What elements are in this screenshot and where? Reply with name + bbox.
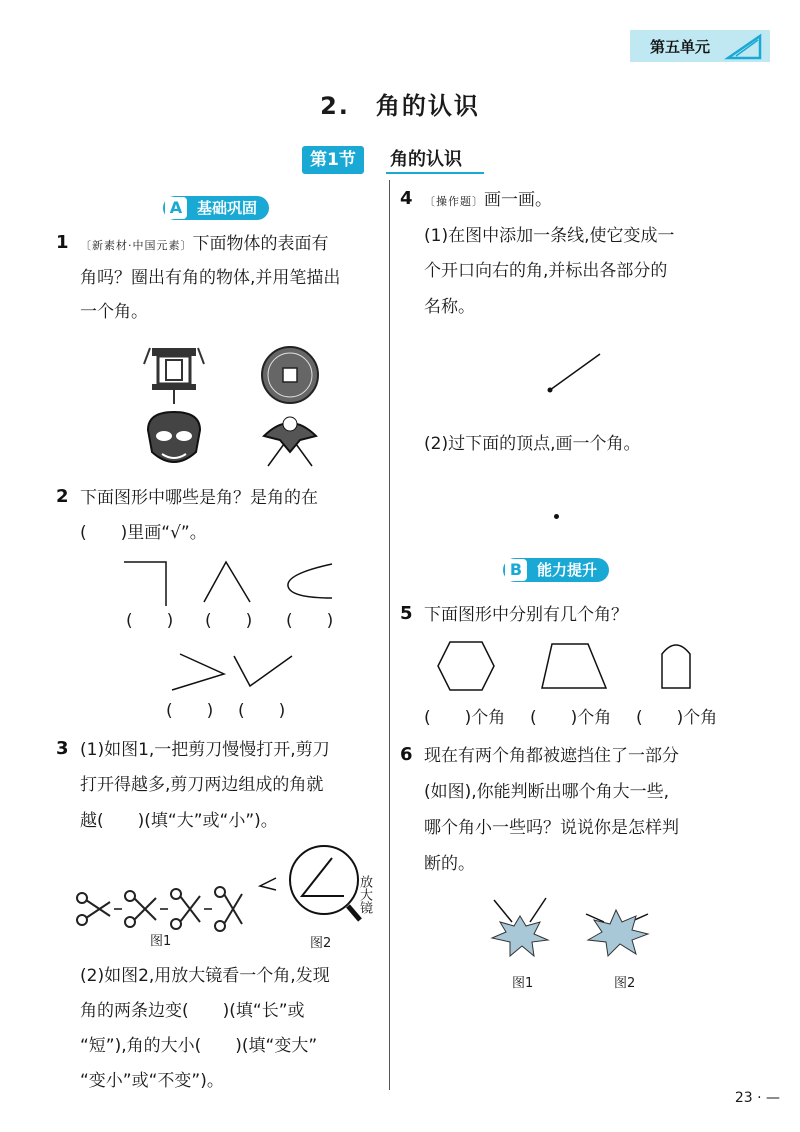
q3-line2: 打开得越多,剪刀两边组成的角就	[80, 775, 324, 795]
opera-mask-icon	[148, 412, 200, 462]
q1-tag: 〔新素材·中国元素〕	[80, 239, 193, 252]
q2-blank-2: ( )	[205, 611, 253, 631]
q5-answer-1: ( )个角	[424, 708, 506, 728]
q2-shape-4	[172, 654, 224, 690]
scissors-icon	[215, 887, 242, 931]
part-a-label: 基础巩固	[197, 199, 258, 217]
trapezoid-shape	[542, 644, 606, 688]
q6-line4: 断的。	[424, 854, 475, 874]
scissors-icon	[125, 891, 156, 927]
q6-figures	[480, 894, 660, 964]
q6-fig1-caption: 图1	[512, 976, 534, 991]
q2-shape-5	[234, 656, 292, 686]
palace-lantern-icon	[144, 348, 204, 404]
part-b-label: 能力提升	[537, 561, 598, 579]
q6-line1: 现在有两个角都被遮挡住了一部分	[424, 746, 679, 766]
part-a-pill	[163, 196, 269, 220]
magnifier-icon	[290, 846, 360, 920]
column-divider	[389, 180, 390, 1090]
ancient-coin-icon	[262, 347, 318, 403]
q2-blank-5: ( )	[238, 701, 286, 721]
kite-icon	[264, 417, 316, 466]
q4-line2: (1)在图中添加一条线,使它变成一	[424, 226, 675, 246]
q3-fig2-caption: 图2	[310, 936, 332, 951]
q3-line4: (2)如图2,用放大镜看一个角,发现	[80, 966, 330, 986]
q3-line1: (1)如图1,一把剪刀慢慢打开,剪刀	[80, 740, 330, 760]
q4-number: 4	[400, 188, 413, 209]
q3-figures	[70, 840, 390, 940]
q2-blank-3: ( )	[286, 611, 334, 631]
page-number: 23 · —	[734, 1090, 780, 1106]
q5-number: 5	[400, 603, 413, 624]
q3-line6: “短”),角的大小( )(填“变大”	[80, 1036, 318, 1056]
q1-line2: 角吗？圈出有角的物体,并用笔描出	[80, 268, 341, 288]
q2-blank-1: ( )	[126, 611, 174, 631]
page-title: 2. 角的认识	[320, 92, 480, 120]
q3-number: 3	[56, 738, 69, 759]
q2-shape-3	[288, 564, 332, 598]
magnifier-label: 放大镜	[357, 875, 372, 914]
ruler-icon	[724, 32, 764, 60]
covered-angle-1	[492, 898, 548, 956]
unit-tag	[630, 30, 770, 62]
q2-blank-4: ( )	[166, 701, 214, 721]
q4-line1: 〔操作题〕画一画。	[424, 190, 552, 210]
q2-shape-2	[204, 562, 250, 602]
q4-ray-figure	[540, 348, 610, 398]
q3-fig1-caption: 图1	[150, 934, 172, 949]
q1-number: 1	[56, 232, 69, 253]
q4-line4: 名称。	[424, 297, 475, 317]
section-name: 角的认识	[386, 146, 484, 174]
q4-line3: 个开口向右的角,并标出各部分的	[424, 261, 668, 281]
q2-line2: ( )里画“√”。	[80, 523, 207, 543]
q2-number: 2	[56, 486, 69, 507]
q3-line5: 角的两条边变( )(填“长”或	[80, 1001, 305, 1021]
q4-vertex-dot	[554, 514, 559, 519]
q2-line1: 下面图形中哪些是角？是角的在	[80, 488, 318, 508]
q6-number: 6	[400, 744, 413, 765]
q1-line1: 〔新素材·中国元素〕下面物体的表面有	[80, 234, 329, 254]
q6-line3: 哪个角小一些吗？说说你是怎样判	[424, 818, 679, 838]
scissors-icon	[77, 893, 110, 925]
q6-line2: (如图),你能判断出哪个角大一些,	[424, 782, 670, 802]
hexagon-shape	[438, 642, 494, 690]
q5-answer-2: ( )个角	[530, 708, 612, 728]
q5-shapes	[420, 632, 710, 698]
q2-shape-1	[124, 562, 166, 606]
section-badge: 第1节	[302, 146, 364, 174]
q4-tag: 〔操作题〕	[424, 195, 484, 208]
part-b-pill	[503, 558, 609, 582]
q1-objects	[140, 340, 340, 475]
small-angle	[260, 878, 276, 890]
q3-line3: 越( )(填“大”或“小”)。	[80, 811, 278, 831]
scissors-icon	[171, 889, 200, 929]
part-b-letter: B	[505, 559, 527, 581]
q3-line7: “变小”或“不变”)。	[80, 1071, 224, 1091]
unit-label: 第五单元	[650, 38, 711, 56]
covered-angle-2	[586, 910, 648, 956]
q5-answer-3: ( )个角	[636, 708, 718, 728]
q5-line1: 下面图形中分别有几个角？	[424, 605, 628, 625]
arch-shape	[662, 645, 690, 688]
part-a-letter: A	[165, 197, 187, 219]
q1-line3: 一个角。	[80, 302, 148, 322]
q6-fig2-caption: 图2	[614, 976, 636, 991]
q4-line5: (2)过下面的顶点,画一个角。	[424, 434, 641, 454]
